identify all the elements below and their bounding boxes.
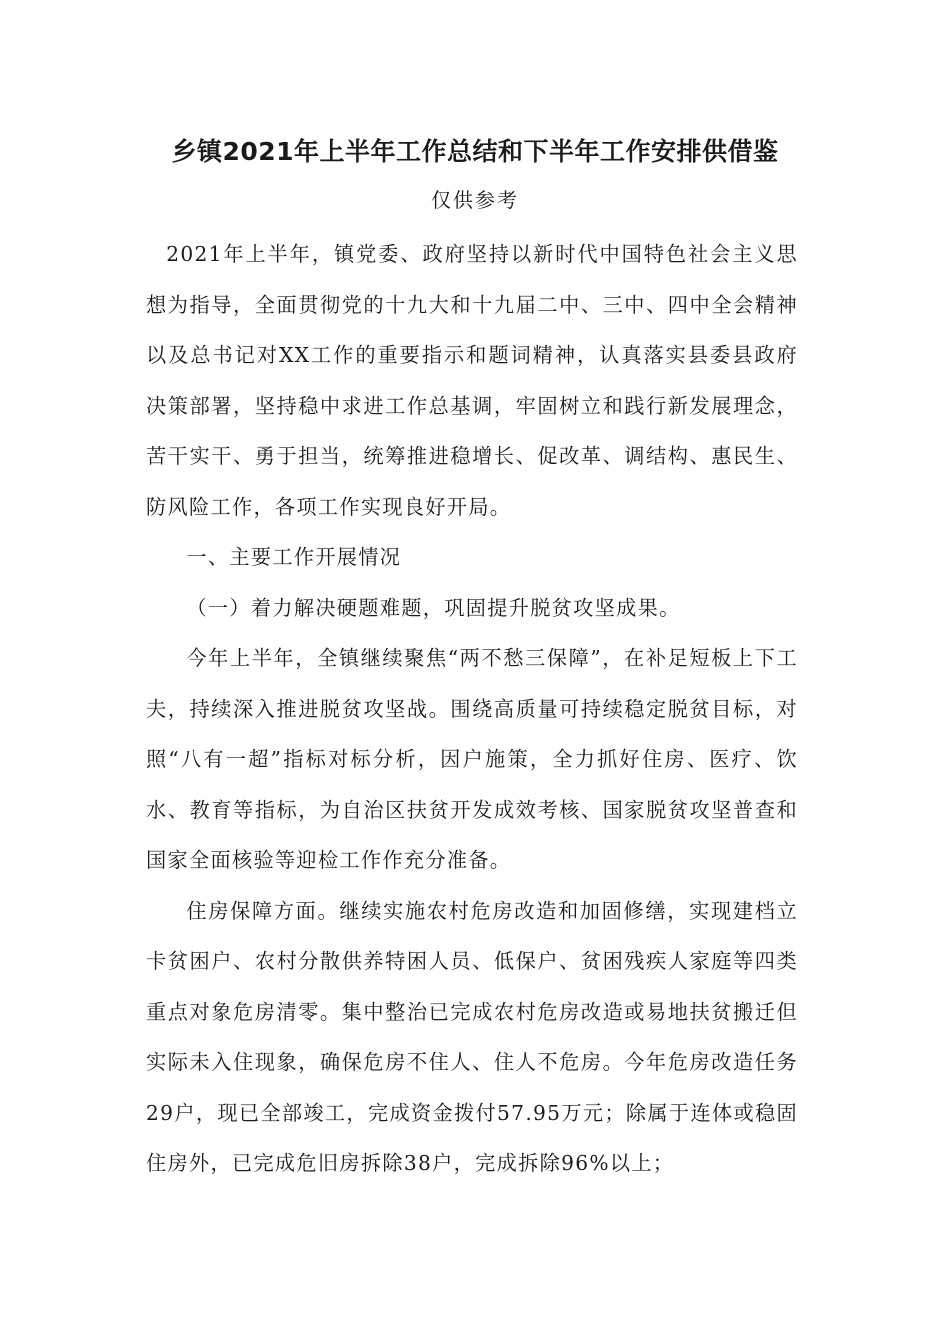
intro-paragraph: 2021年上半年，镇党委、政府坚持以新时代中国特色社会主义思想为指导，全面贯彻党的十九大和十九届二中、三中、四中全会精神以及总书记对XX工作的重要指示和题词精神，认真落实县委县政府决策部署，坚持稳中求进工作总基调，牢固树立和践行新发展理念，苦干实干、勇于担当，统筹推进稳增长、促改革、调结构、惠民生、防风险工作，各项工作实现良好开局。	[146, 242, 798, 519]
document-subtitle: 仅供参考	[431, 188, 519, 212]
subsection-heading: （一）着力解决硬题难题，巩固提升脱贫攻坚成果。	[186, 595, 681, 620]
section-heading: 一、主要工作开展情况	[186, 545, 402, 569]
body-paragraph: 住房保障方面。继续实施农村危房改造和加固修缮，实现建档立卡贫困户、农村分散供养特困人员、低保户、贫困残疾人家庭等四类重点对象危房清零。集中整治已完成农村危房改造或易地扶贫搬迁但实际未入住现象，确保危房不住人、住人不危房。今年危房改造任务29户，现已全部竣工，完成资金拨付57.95万元；除属于连体或稳固住房外，已完成危旧房拆除38户，完成拆除96%以上；	[146, 898, 798, 1175]
document-title: 乡镇2021年上半年工作总结和下半年工作安排供借鉴	[171, 137, 779, 166]
body-paragraph: 今年上半年，全镇继续聚焦“两不愁三保障”，在补足短板上下工夫，持续深入推进脱贫攻坚战。围绕高质量可持续稳定脱贫目标，对照“八有一超”指标对标分析，因户施策，全力抓好住房、医疗、饮水、教育等指标，为自治区扶贫开发成效考核、国家脱贫攻坚普查和国家全面核验等迎检工作作充分准备。	[146, 646, 798, 872]
document-body	[146, 229, 798, 1189]
